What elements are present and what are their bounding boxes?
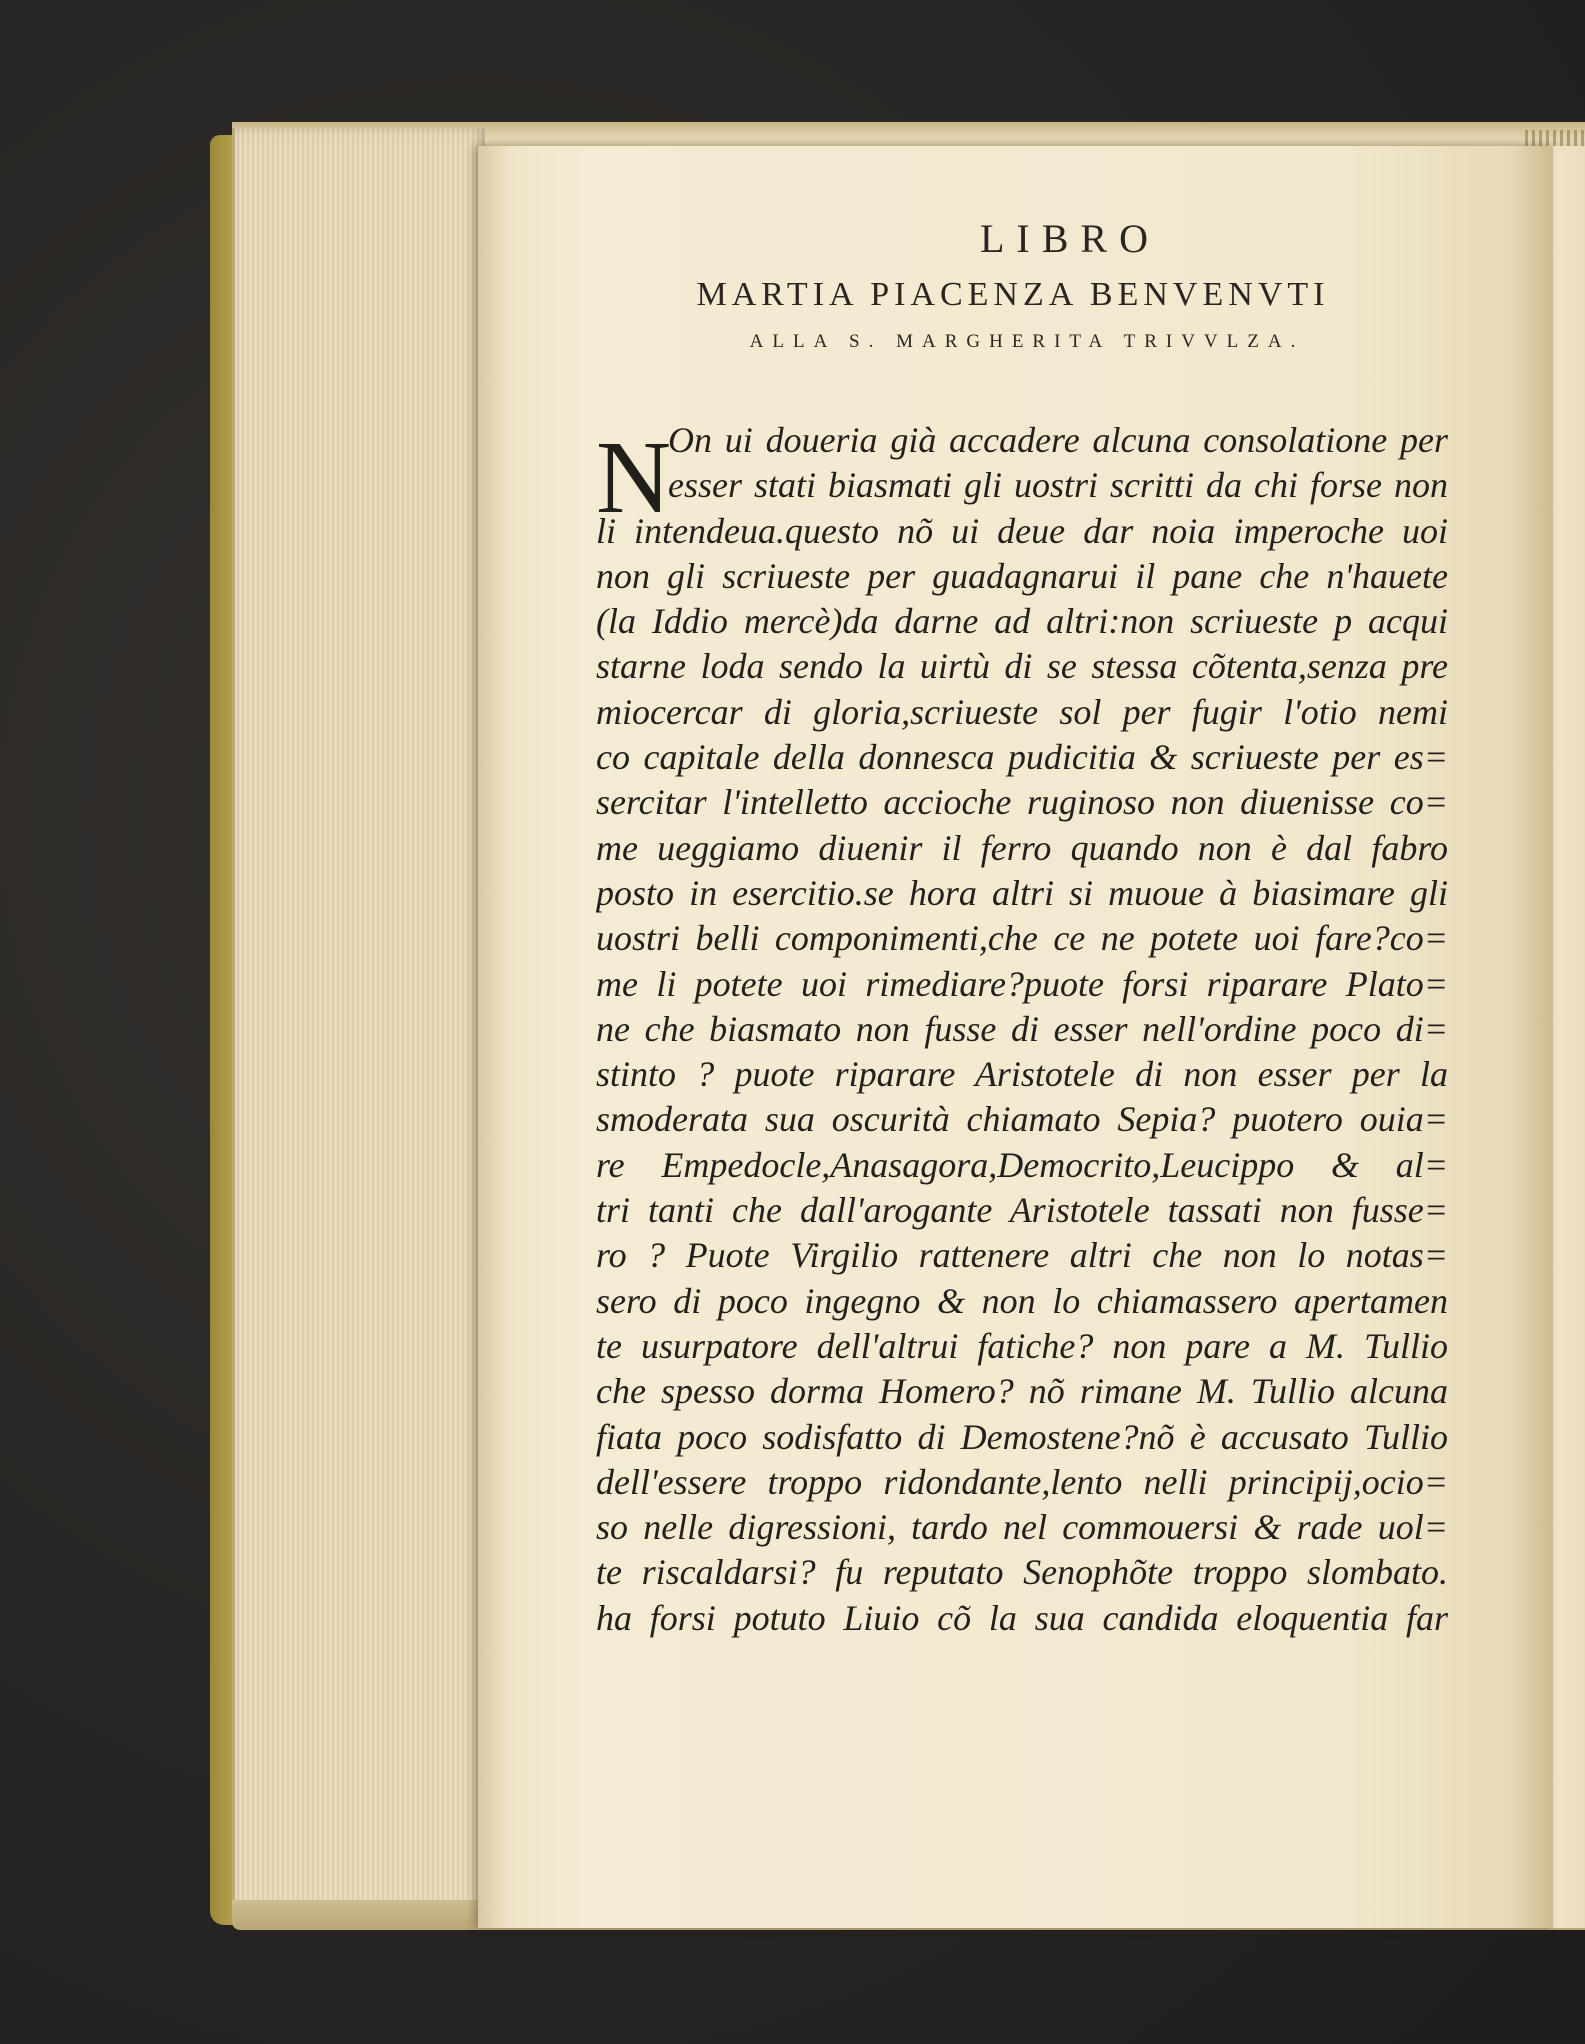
spine-wear: [1525, 130, 1585, 146]
text-line: (la Iddio mercè)da darne ad altri:non scriueste p acqui: [596, 601, 1448, 642]
letter-body: [596, 418, 1448, 1641]
text-line: ne che biasmato non fusse di esser nell'ordine poco di=: [596, 1008, 1448, 1049]
text-line: starne loda sendo la uirtù di se stessa cõtenta,senza pre: [596, 646, 1448, 687]
text-line: stinto ? puote riparare Aristotele di non esser per la: [596, 1054, 1448, 1095]
text-line: li intendeua.questo nõ ui deue dar noia imperoche uoi: [596, 510, 1448, 551]
text-line: fiata poco sodisfatto di Demostene?nõ è accusato Tullio: [596, 1416, 1448, 1457]
letter-title: MARTIA PIACENZA BENVENVTI: [696, 276, 1330, 313]
drop-cap: N: [596, 420, 672, 535]
text-line: ha forsi potuto Liuio cõ la sua candida eloquentia far: [596, 1597, 1448, 1638]
text-line: On ui doueria già accadere alcuna consolatione per: [668, 420, 1448, 460]
text-line: sercitar l'intelletto accioche ruginoso non diuenisse co=: [596, 782, 1448, 823]
text-line: me li potete uoi rimediare?puote forsi riparare Plato=: [596, 963, 1448, 1004]
running-head: LIBRO: [980, 216, 1160, 261]
text-line: posto in esercitio.se hora altri si muoue à biasimare gli: [596, 872, 1448, 913]
page-stack-fore-edge: [232, 128, 485, 1913]
text-line: miocercar di gloria,scriueste sol per fugir l'otio nemi: [596, 691, 1448, 732]
text-line: re Empedocle,Anasagora,Democrito,Leucippo & al=: [596, 1144, 1448, 1185]
text-line: te riscaldarsi? fu reputato Senophõte troppo slombato.: [596, 1552, 1448, 1593]
text-line: me ueggiamo diuenir il ferro quando non è dal fabro: [596, 827, 1448, 868]
text-line: dell'essere troppo ridondante,lento nelli principij,ocio=: [596, 1461, 1448, 1502]
text-line: tri tanti che dall'arogante Aristotele tassati non fusse=: [596, 1190, 1448, 1231]
text-line: non gli scriueste per guadagnarui il pane che n'hauete: [596, 555, 1448, 596]
text-line: smoderata sua oscurità chiamato Sepia? puotero ouia=: [596, 1099, 1448, 1140]
text-line: uostri belli componimenti,che ce ne potete uoi fare?co=: [596, 918, 1448, 959]
text-line: che spesso dorma Homero? nõ rimane M. Tullio alcuna: [596, 1371, 1448, 1412]
text-line: te usurpatore dell'altrui fatiche? non pare a M. Tullio: [596, 1325, 1448, 1366]
text-line: ro ? Puote Virgilio rattenere altri che non lo notas=: [596, 1235, 1448, 1276]
text-line: co capitale della donnesca pudicitia & scriueste per es=: [596, 737, 1448, 778]
text-line: so nelle digressioni, tardo nel commouersi & rade uol=: [596, 1507, 1448, 1548]
text-line: esser stati biasmati gli uostri scritti da chi forse non: [668, 465, 1448, 506]
text-line: sero di poco ingegno & non lo chiamassero apertamen: [596, 1280, 1448, 1321]
letter-dedication: ALLA S. MARGHERITA TRIVVLZA.: [749, 331, 1305, 352]
page-header: [640, 215, 1470, 357]
